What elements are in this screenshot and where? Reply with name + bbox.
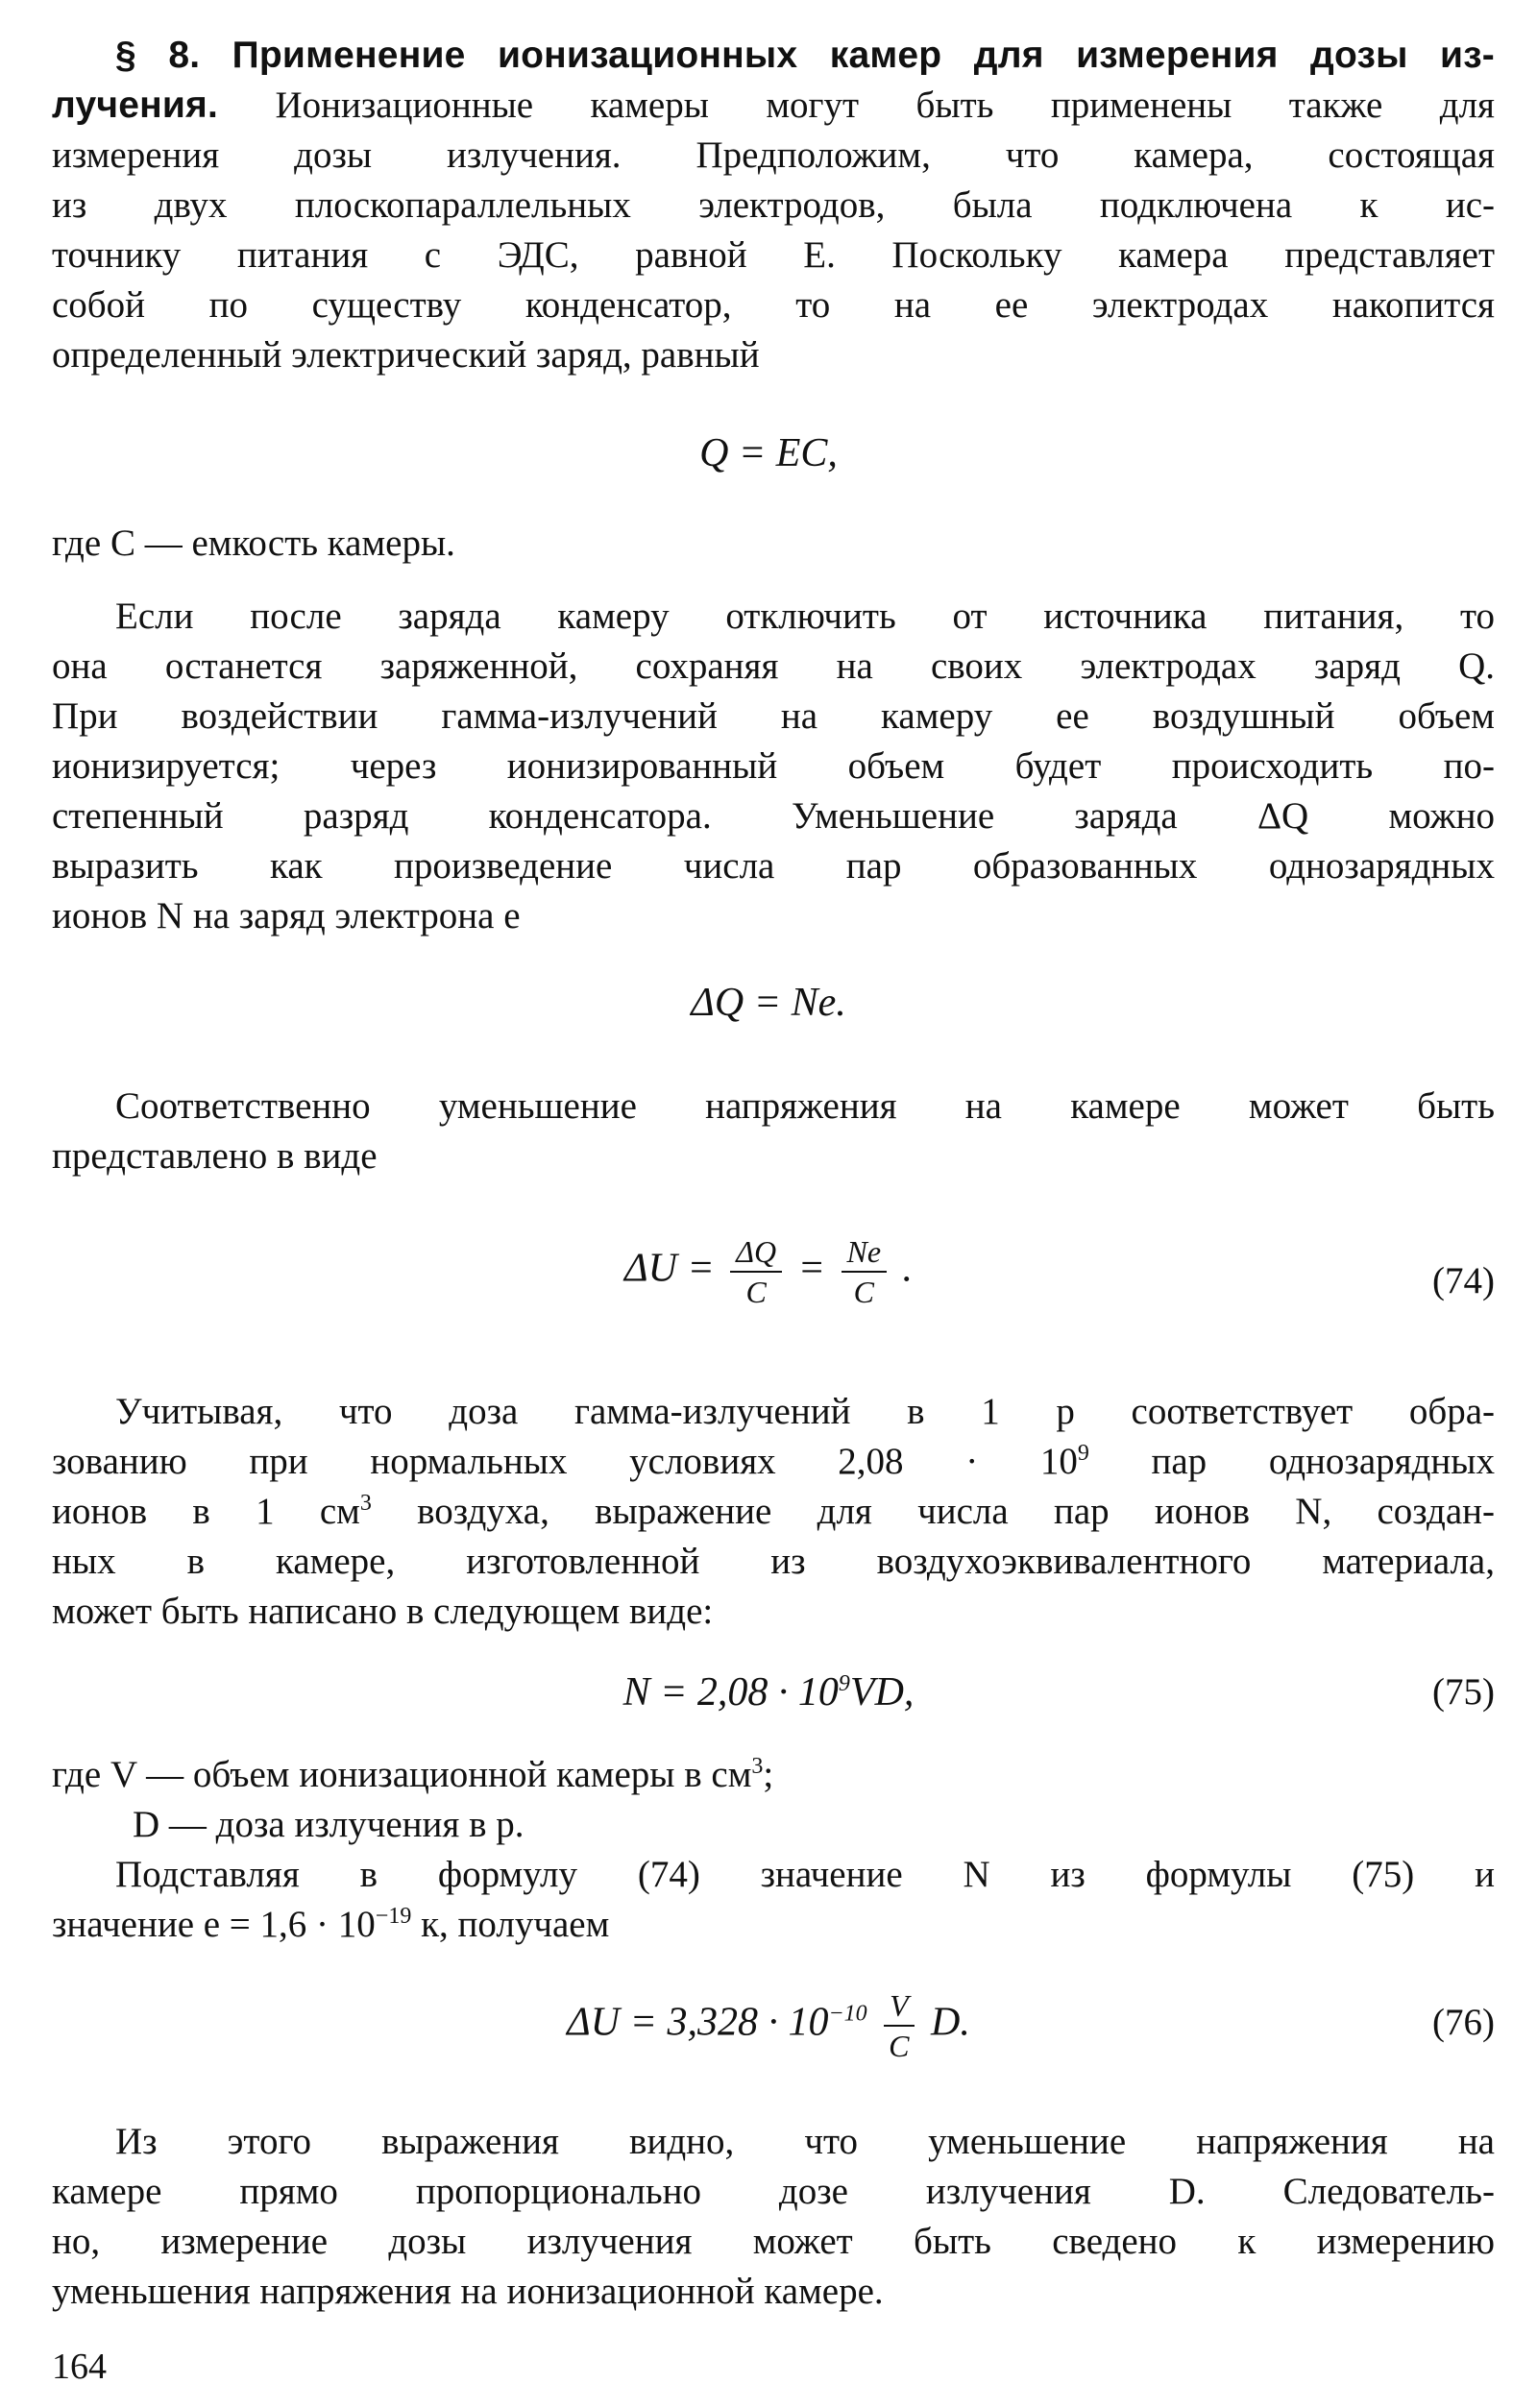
body-line: представлено в виде [52, 1135, 378, 1177]
body-line: Если после заряда камеру отключить от источника питания, то [115, 596, 1495, 637]
formula-delta-q: ΔQ = Ne. [691, 981, 846, 1025]
body-line: уменьшения напряжения на ионизационной камере. [52, 2271, 884, 2312]
section-heading-line [115, 33, 1495, 79]
eq76-frac-numerator: V [884, 1988, 915, 2027]
eq74-frac2-numerator: Ne [842, 1234, 888, 1273]
body-line: из двух плоскопараллельных электродов, была подключена к ис- [52, 184, 1495, 226]
body-line: собой по существу конденсатор, то на ее электродах накопится [52, 284, 1495, 326]
body-line: При воздействии гамма-излучений на камеру ее воздушный объем [52, 695, 1495, 737]
eq75-exponent: 9 [838, 1671, 850, 1696]
body-line [52, 83, 1495, 129]
equation-75 [0, 1667, 1537, 1717]
body-line: ионов N на заряд электрона e [52, 895, 521, 936]
body-line: Из этого выражения видно, что уменьшение напряжения на [115, 2121, 1495, 2162]
body-line: она останется заряженной, сохраняя на своих электродах заряд Q. [52, 645, 1495, 687]
eq74-frac1-numerator: ΔQ [730, 1234, 782, 1273]
body-line [52, 1902, 1495, 1948]
eq75-left: N = 2,08 · 10 [622, 1670, 839, 1715]
body-text: значение e = 1,6 · 10 [52, 1904, 376, 1945]
section-heading-tail: лучения. [52, 85, 219, 126]
eq74-middle: = [797, 1246, 825, 1291]
body-text: ионов в 1 см [52, 1491, 360, 1532]
equation-76 [0, 1988, 1537, 2063]
body-text: зованию при нормальных условиях 2,08 · 10 [52, 1441, 1078, 1482]
formula-q-equals-ec: Q = EC, [699, 431, 838, 475]
eq76-fraction-v-over-c [883, 1988, 915, 2063]
eq74-left: ΔU = [623, 1246, 715, 1291]
eq74-fraction-ne-over-c [842, 1234, 888, 1309]
eq74-tail: . [902, 1246, 914, 1291]
body-text: к, получаем [411, 1904, 610, 1945]
body-text: где V — объем ионизационной камеры в см [52, 1754, 752, 1795]
eq74-frac2-denominator: C [853, 1275, 874, 1309]
superscript: 9 [1077, 1441, 1089, 1466]
where-c-line: где C — емкость камеры. [52, 523, 455, 564]
body-line [52, 1489, 1495, 1535]
body-text: ; [763, 1754, 774, 1795]
body-line: ных в камере, изготовленной из воздухоэквивалентного материала, [52, 1541, 1495, 1582]
section-heading-lead: § 8. Применение ионизационных камер для измерения дозы из- [115, 35, 1495, 76]
body-line: измерения дозы излучения. Предположим, что камера, состоящая [52, 134, 1495, 176]
equation-74 [0, 1234, 1537, 1309]
equation-number-74: (74) [1432, 1260, 1495, 1301]
body-text: воздуха, выражение для числа пар ионов N, создан- [371, 1491, 1496, 1532]
equation-number-75: (75) [1432, 1671, 1495, 1713]
eq76-left: ΔU = 3,328 · 10 [567, 2000, 829, 2045]
body-line: ионизируется; через ионизированный объем будет происходить по- [52, 745, 1495, 787]
body-line: Подставляя в формулу (74) значение N из формулы (75) и [115, 1854, 1495, 1895]
body-line: степенный разряд конденсатора. Уменьшение заряда ΔQ можно [52, 795, 1495, 837]
body-line: точнику питания с ЭДС, равной E. Поскольку камера представляет [52, 234, 1495, 276]
body-line: может быть написано в следующем виде: [52, 1591, 714, 1632]
body-line: выразить как произведение числа пар образованных однозарядных [52, 845, 1495, 887]
superscript: −19 [375, 1904, 412, 1929]
eq76-exponent: −10 [828, 2001, 867, 2027]
superscript: 3 [751, 1754, 764, 1779]
body-line: Соответственно уменьшение напряжения на камере может быть [115, 1085, 1495, 1127]
body-line: Учитывая, что доза гамма-излучений в 1 р соответствует обра- [115, 1391, 1495, 1432]
body-text: пар однозарядных [1088, 1441, 1495, 1482]
page-number: 164 [52, 2347, 107, 2387]
equation-number-76: (76) [1432, 2002, 1495, 2043]
superscript: 3 [359, 1491, 372, 1516]
eq74-fraction-dq-over-c [730, 1234, 782, 1309]
where-v-line [52, 1752, 1495, 1798]
eq76-right: D. [931, 2000, 970, 2045]
body-line: определенный электрический заряд, равный [52, 334, 760, 376]
eq74-frac1-denominator: C [745, 1275, 767, 1309]
body-line [52, 1439, 1495, 1485]
body-line: камере прямо пропорционально дозе излучения D. Следователь- [52, 2171, 1495, 2212]
eq76-frac-denominator: C [889, 2029, 910, 2063]
where-d-line: D — доза излучения в р. [133, 1804, 525, 1845]
eq75-right: VD, [849, 1670, 915, 1715]
body-text: Ионизационные камеры могут быть применены также для [218, 85, 1495, 126]
body-line: но, измерение дозы излучения может быть сведено к измерению [52, 2221, 1495, 2262]
